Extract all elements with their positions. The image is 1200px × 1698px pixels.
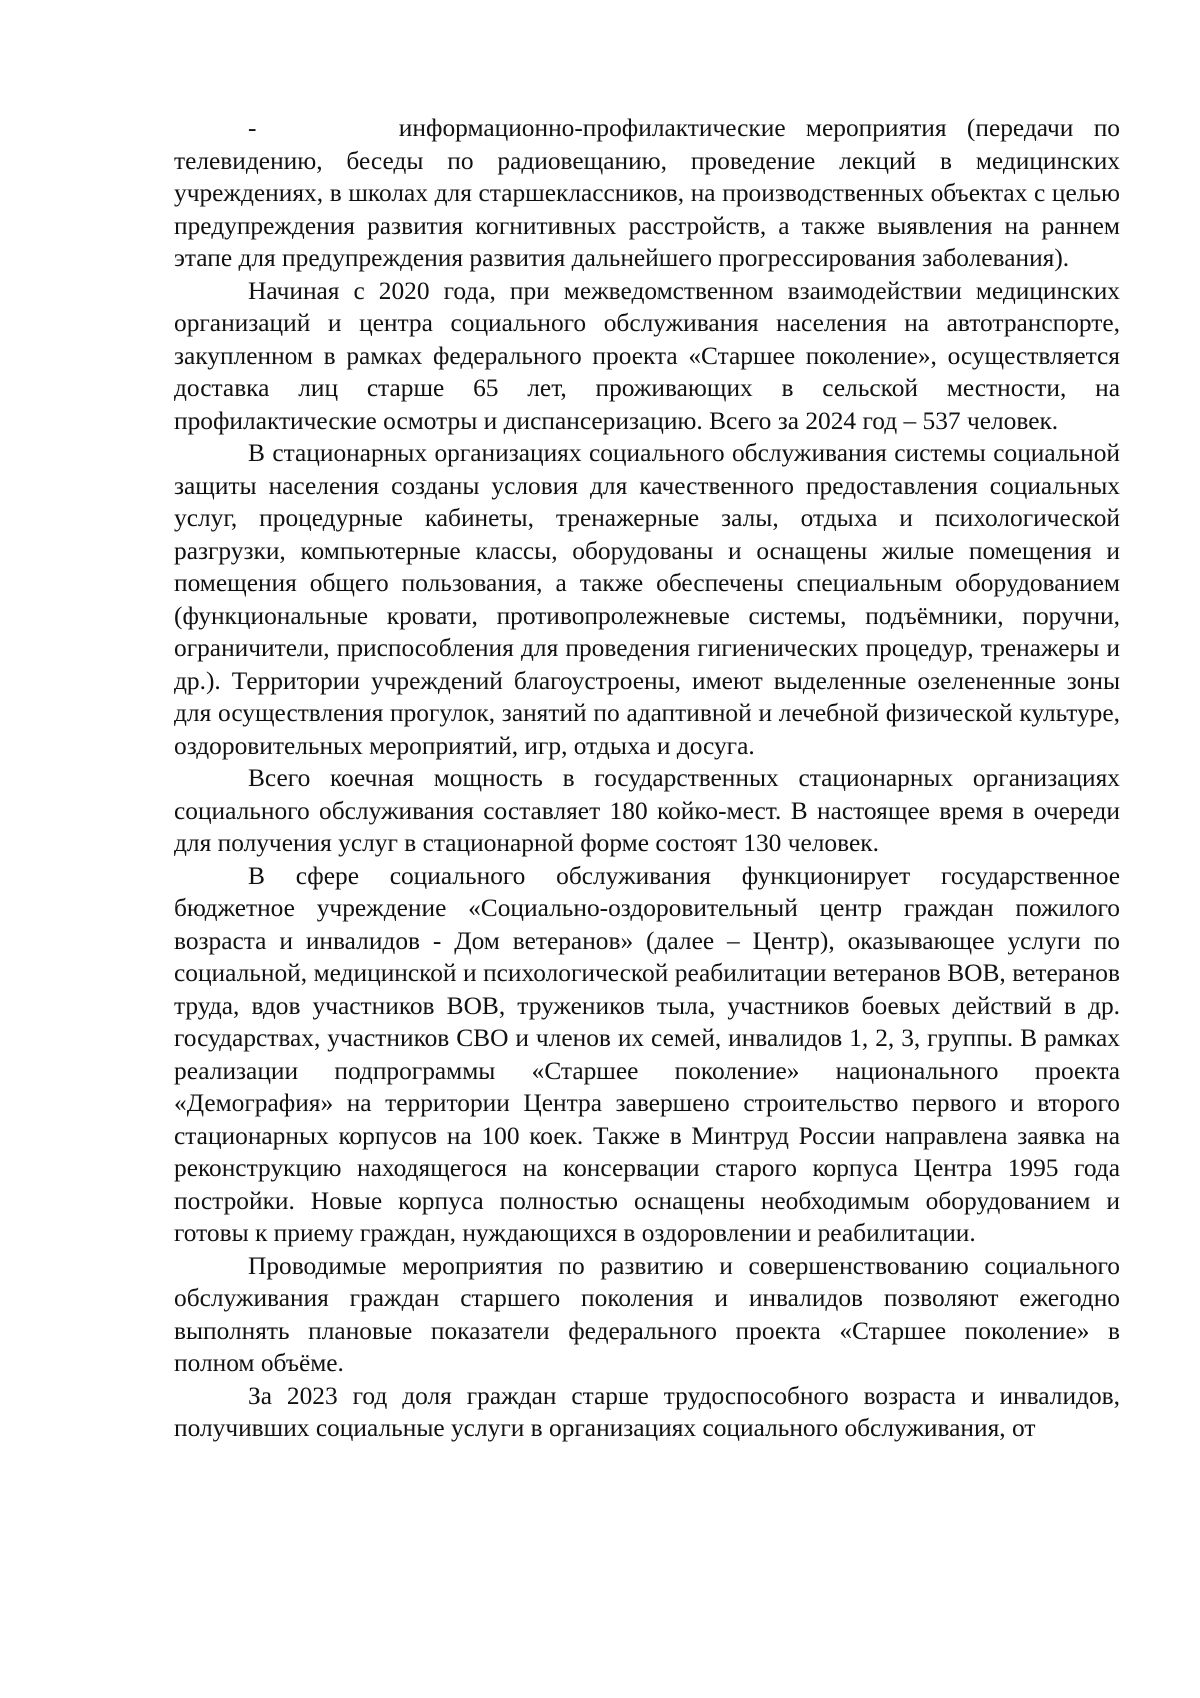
paragraph-veterans-center: В сфере социального обслуживания функционирует государственное бюджетное учреждение «Социально-оздоровительный центр граждан пожилого возраста и инвалидов - Дом ветеранов» (далее – Центр), оказывающее услуги по социальной, медицинской и психологической реабилитации ветеранов ВОВ, ветеранов труда, вдов участников ВОВ, тружеников тыла, участников боевых действий в др. государствах, участников СВО и членов их семей, инвалидов 1, 2, 3, группы. В рамках реализации подпрограммы «Старшее поколение» национального проекта «Демография» на территории Центра завершено строительство первого и второго стационарных корпусов на 100 коек. Также в Минтруд России направлена заявка на реконструкцию находящегося на консервации старого корпуса Центра 1995 года постройки. Новые корпуса полностью оснащены необходимым оборудованием и готовы к приему граждан, нуждающихся в оздоровлении и реабилитации. bbox=[174, 861, 1120, 1247]
paragraph-plan-indicators: Проводимые мероприятия по развитию и совершенствованию социального обслуживания граждан старшего поколения и инвалидов позволяют ежегодно выполнять плановые показатели федерального проекта «Старшее поколение» в полном объёме. bbox=[174, 1251, 1120, 1377]
paragraph-transport-delivery: Начиная с 2020 года, при межведомственном взаимодействии медицинских организаций и центра социального обслуживания населения на автотранспорте, закупленном в рамках федерального проекта «Старшее поколение», осуществляется доставка лиц старше 65 лет, проживающих в сельской местности, на профилактические осмотры и диспансеризацию. Всего за 2024 год – 537 человек. bbox=[174, 276, 1120, 435]
paragraph-prevention-events: - информационно-профилактические мероприятия (передачи по телевидению, беседы по радиовещанию, проведение лекций в медицинских учреждениях, в школах для старшеклассников, на производственных объектах с целью предупреждения развития когнитивных расстройств, а также выявления на раннем этапе для предупреждения развития дальнейшего прогрессирования заболевания). bbox=[174, 114, 1120, 272]
document-body bbox=[174, 112, 1120, 1445]
paragraph-inpatient-conditions: В стационарных организациях социального обслуживания системы социальной защиты населения созданы условия для качественного предоставления социальных услуг, процедурные кабинеты, тренажерные залы, отдыха и психологической разгрузки, компьютерные классы, оборудованы и оснащены жилые помещения и помещения общего пользования, а также обеспечены специальным оборудованием (функциональные кровати, противопролежневые системы, подъёмники, поручни, ограничители, приспособления для проведения гигиенических процедур, тренажеры и др.). Территории учреждений благоустроены, имеют выделенные озелененные зоны для осуществления прогулок, занятий по адаптивной и лечебной физической культуре, оздоровительных мероприятий, игр, отдыха и досуга. bbox=[174, 439, 1120, 760]
paragraph-2023-share: За 2023 год доля граждан старше трудоспособного возраста и инвалидов, получивших социальные услуги в организациях социального обслуживания, от bbox=[174, 1381, 1120, 1442]
paragraph-bed-capacity: Всего коечная мощность в государственных стационарных организациях социального обслуживания составляет 180 койко-мест. В настоящее время в очереди для получения услуг в стационарной форме состоят 130 человек. bbox=[174, 764, 1120, 857]
